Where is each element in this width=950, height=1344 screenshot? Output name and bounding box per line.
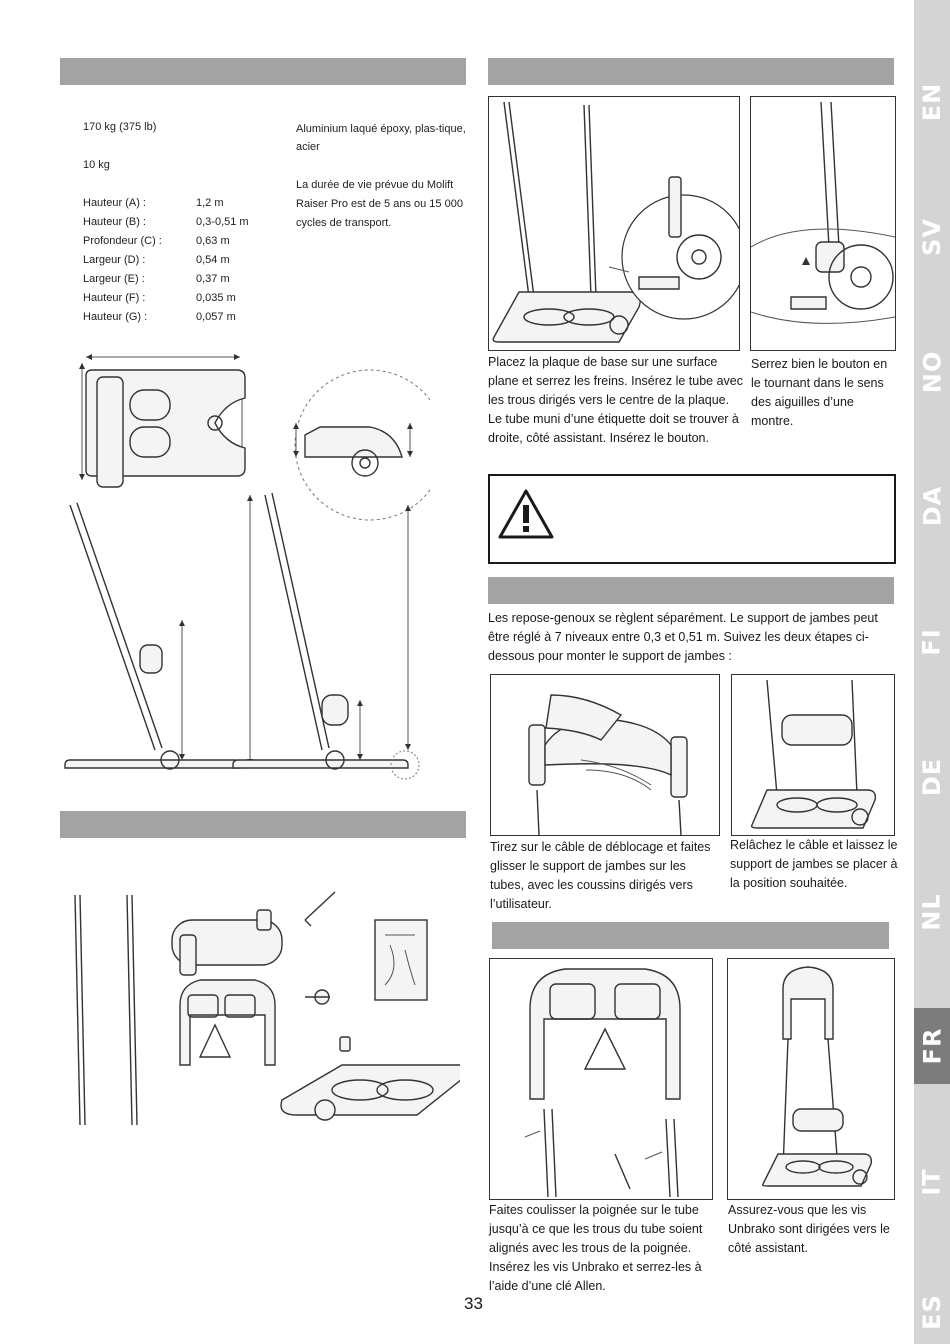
language-tab-de[interactable]: DE [918,757,947,797]
dimension-diagram [60,345,430,790]
install-step-1-text: Placez la plaque de base sur une surface plane et serrez les freins. Insérez le tube avec les trous dirigés vers le centre de la plaque. Le tube muni d’une étiquette doit se trouver à droite, côté assistant. Insérez le bouton. [488,355,743,445]
language-tab-sv[interactable]: SV [918,218,947,256]
spec-dimension-row: Hauteur (A) : 1,2 m [83,197,224,209]
leg-support-step-2-text: Relâchez le câble et laissez le support de jambes se placer à la position souhaitée. [730,838,898,890]
spec-material: Aluminium laqué époxy, plas-tique, acier [296,123,466,153]
handle-step-2-text: Assurez-vous que les vis Unbrako sont dirigées vers le côté assistant. [728,1203,890,1255]
install-figure-2 [750,96,896,351]
language-tab-fr[interactable]: FR [914,1008,950,1084]
handle-figure-2 [727,958,895,1200]
language-tab-strip [914,0,950,1344]
leg-support-figure-1 [490,674,720,836]
handle-step-1-text: Faites coulisser la poignée sur le tube jusqu’à ce que les trous du tube soient alignés avec les trous de la poignée. Insérez les vis Unbrako et serrez-les à l’aide d’une clé Allen. [489,1203,703,1293]
spec-dimension-row: Hauteur (B) : 0,3-0,51 m [83,216,249,228]
language-tab-es[interactable]: ES [918,1294,946,1330]
language-tab-fi[interactable]: FI [917,628,946,656]
section-bar-handle [492,922,889,949]
language-tab-nl[interactable]: NL [918,893,947,931]
spec-dimension-row: Hauteur (G) : 0,057 m [83,311,236,323]
spec-dimensions-list [83,194,283,327]
language-tab-it[interactable]: IT [918,1168,946,1196]
page-number: 33 [464,1294,483,1313]
spec-dimension-row: Profondeur (C) : 0,63 m [83,235,230,247]
leg-support-step-1-text: Tirez sur le câble de déblocage et faites glisser le support de jambes sur les tubes, avec les coussins dirigés vers l’utilisateur. [490,840,711,911]
warning-triangle-icon [498,488,554,540]
section-bar-leg-support [488,577,894,604]
install-step-2-text: Serrez bien le bouton en le tournant dans le sens des aiguilles d’une montre. [751,357,888,428]
spec-dimension-row: Largeur (E) : 0,37 m [83,273,230,285]
spec-max-load: 170 kg (375 lb) [83,121,157,133]
spec-weight: 10 kg [83,159,110,171]
parts-diagram [60,885,460,1145]
language-tab-en[interactable]: EN [918,82,947,122]
section-bar-technical-data [60,58,466,85]
spec-dimension-row: Largeur (D) : 0,54 m [83,254,230,266]
install-figure-1 [488,96,740,351]
section-bar-installation [488,58,894,85]
language-tab-da[interactable]: DA [918,485,946,527]
spec-dimension-row: Hauteur (F) : 0,035 m [83,292,236,304]
section-bar-parts [60,811,466,838]
spec-lifetime: La durée de vie prévue du Molift Raiser Pro est de 5 ans ou 15 000 cycles de transport. [296,179,463,229]
leg-support-figure-2 [731,674,895,836]
warning-box [488,474,896,564]
leg-support-intro: Les repose-genoux se règlent séparément. Le support de jambes peut être réglé à 7 niveaux entre 0,3 et 0,51 m. Suivez les deux étapes ci-dessous pour monter le support de jambes : [488,611,878,663]
handle-figure-1 [489,958,713,1200]
language-tab-no[interactable]: NO [918,350,946,394]
